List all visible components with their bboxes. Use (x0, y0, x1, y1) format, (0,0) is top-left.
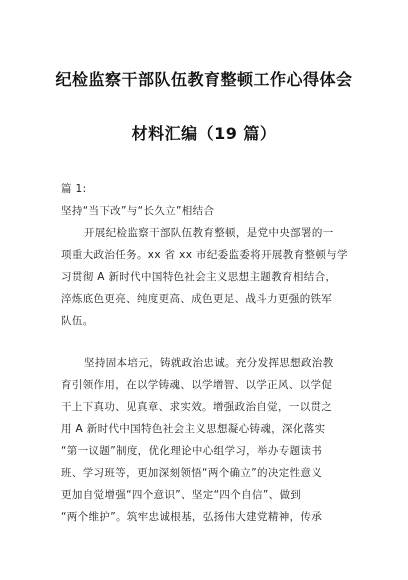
paragraph-1-line-2: 项重大政治任务。xx 省 xx 市纪委监委将开展教育整顿与学 (61, 249, 348, 261)
paragraph-2-line-1: 坚持固本培元，铸就政治忠诚。充分发挥思想政治教 (84, 357, 334, 369)
section-label: 篇 1: (61, 183, 87, 195)
paragraph-2-line-8: “两个维护”。筑牢忠诚根基，弘扬伟大建党精神，传承 (61, 511, 323, 523)
paragraph-2-line-2: 育引领作用，在以学铸魂、以学增智、以学正风、以学促 (61, 379, 333, 391)
paragraph-2-line-6: 班、学习班等，更加深刻领悟“两个确立”的决定性意义 (61, 467, 323, 479)
paragraph-2-line-7: 更加自觉增强“四个意识”、坚定“四个自信”、做到 (61, 489, 302, 501)
document-title-line-2: 材料汇编（19 篇） (131, 124, 277, 143)
paragraph-1-line-4: 淬炼底色更亮、纯度更高、成色更足、战斗力更强的铁军 (61, 293, 333, 305)
paragraph-2-line-3: 干上下真功、见真章、求实效。增强政治自觉，一以贯之 (61, 401, 333, 413)
paragraph-1-line-3: 习贯彻 A 新时代中国特色社会主义思想主题教育相结合， (61, 271, 337, 283)
paragraph-2-line-4: 用 A 新时代中国特色社会主义思想凝心铸魂，深化落实 (61, 423, 326, 435)
document-title-line-1: 纪检监察干部队伍教育整顿工作心得体会 (55, 70, 353, 89)
paragraph-1-line-5: 队伍。 (61, 315, 94, 327)
section-heading: 坚持“当下改”与“长久立”相结合 (61, 205, 215, 217)
paragraph-2-line-5: “第一议题”制度，优化理论中心组学习，举办专题读书 (61, 445, 323, 457)
paragraph-1-line-1: 开展纪检监察干部队伍教育整顿，是党中央部署的一 (84, 227, 334, 239)
